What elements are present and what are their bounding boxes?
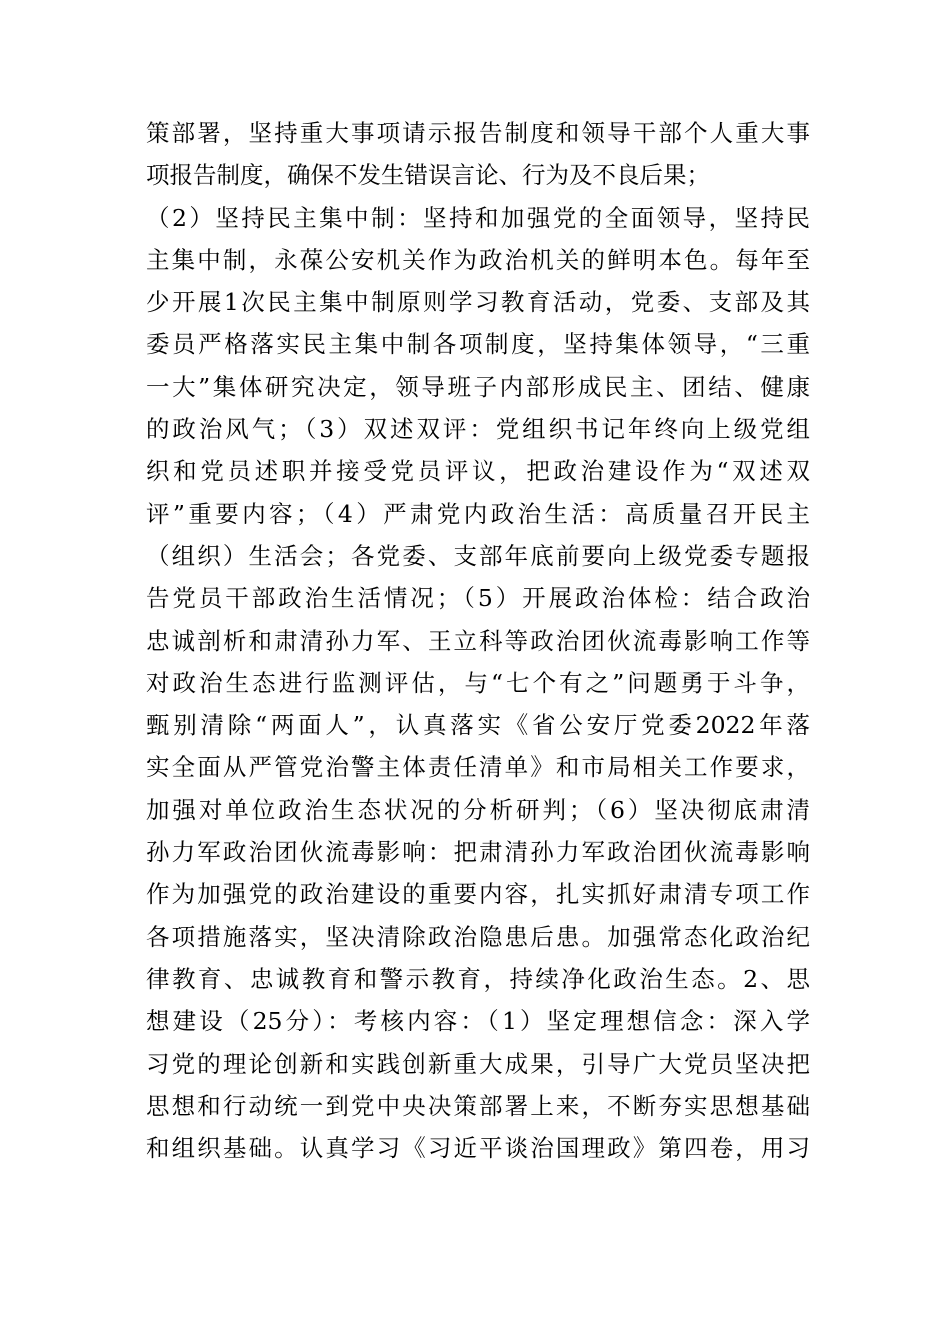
- text-line: 实全面从严管党治警主体责任清单》和市局相关工作要求，: [146, 753, 810, 782]
- body-text: [146, 112, 810, 1169]
- text-line: 评”重要内容；（4）严肃党内政治生活：高质量召开民主: [146, 499, 810, 528]
- text-line: 作为加强党的政治建设的重要内容，扎实抓好肃清专项工作: [146, 880, 810, 909]
- text-line: 的政治风气；（3）双述双评：党组织书记年终向上级党组: [146, 415, 810, 444]
- text-line: 主集中制，永葆公安机关作为政治机关的鲜明本色。每年至: [146, 245, 810, 274]
- text-line: （2）坚持民主集中制：坚持和加强党的全面领导，坚持民: [146, 203, 810, 232]
- text-line: 委员严格落实民主集中制各项制度，坚持集体领导，“三重: [146, 330, 810, 359]
- text-line: 各项措施落实，坚决清除政治隐患后患。加强常态化政治纪: [146, 922, 810, 951]
- text-line: 想建设（25分）：考核内容：（1）坚定理想信念：深入学: [146, 1007, 810, 1036]
- text-line: 加强对单位政治生态状况的分析研判；（6）坚决彻底肃清: [146, 795, 810, 824]
- text-line: 一大”集体研究决定，领导班子内部形成民主、团结、健康: [146, 372, 810, 401]
- text-line: 甄别清除“两面人”，认真落实《省公安厅党委2022年落: [146, 711, 810, 740]
- text-line: 策部署，坚持重大事项请示报告制度和领导干部个人重大事: [146, 119, 810, 147]
- text-line: 织和党员述职并接受党员评议，把政治建设作为“双述双: [146, 457, 810, 486]
- text-line: 孙力军政治团伙流毒影响：把肃清孙力军政治团伙流毒影响: [146, 838, 810, 867]
- text-line: 思想和行动统一到党中央决策部署上来，不断夯实思想基础: [146, 1091, 810, 1120]
- text-line: 和组织基础。认真学习《习近平谈治国理政》第四卷，用习: [146, 1134, 810, 1163]
- text-line: 少开展1次民主集中制原则学习教育活动，党委、支部及其: [146, 288, 810, 317]
- text-line: 项报告制度，确保不发生错误言论、行为及不良后果；: [146, 161, 710, 190]
- text-line: 律教育、忠诚教育和警示教育，持续净化政治生态。2、思: [146, 964, 810, 993]
- text-line: 习党的理论创新和实践创新重大成果，引导广大党员坚决把: [146, 1049, 810, 1078]
- text-line: 告党员干部政治生活情况；（5）开展政治体检：结合政治: [146, 584, 810, 613]
- text-line: 忠诚剖析和肃清孙力军、王立科等政治团伙流毒影响工作等: [146, 626, 810, 655]
- text-line: （组织）生活会；各党委、支部年底前要向上级党委专题报: [146, 541, 810, 570]
- text-line: 对政治生态进行监测评估，与“七个有之”问题勇于斗争，: [146, 668, 810, 697]
